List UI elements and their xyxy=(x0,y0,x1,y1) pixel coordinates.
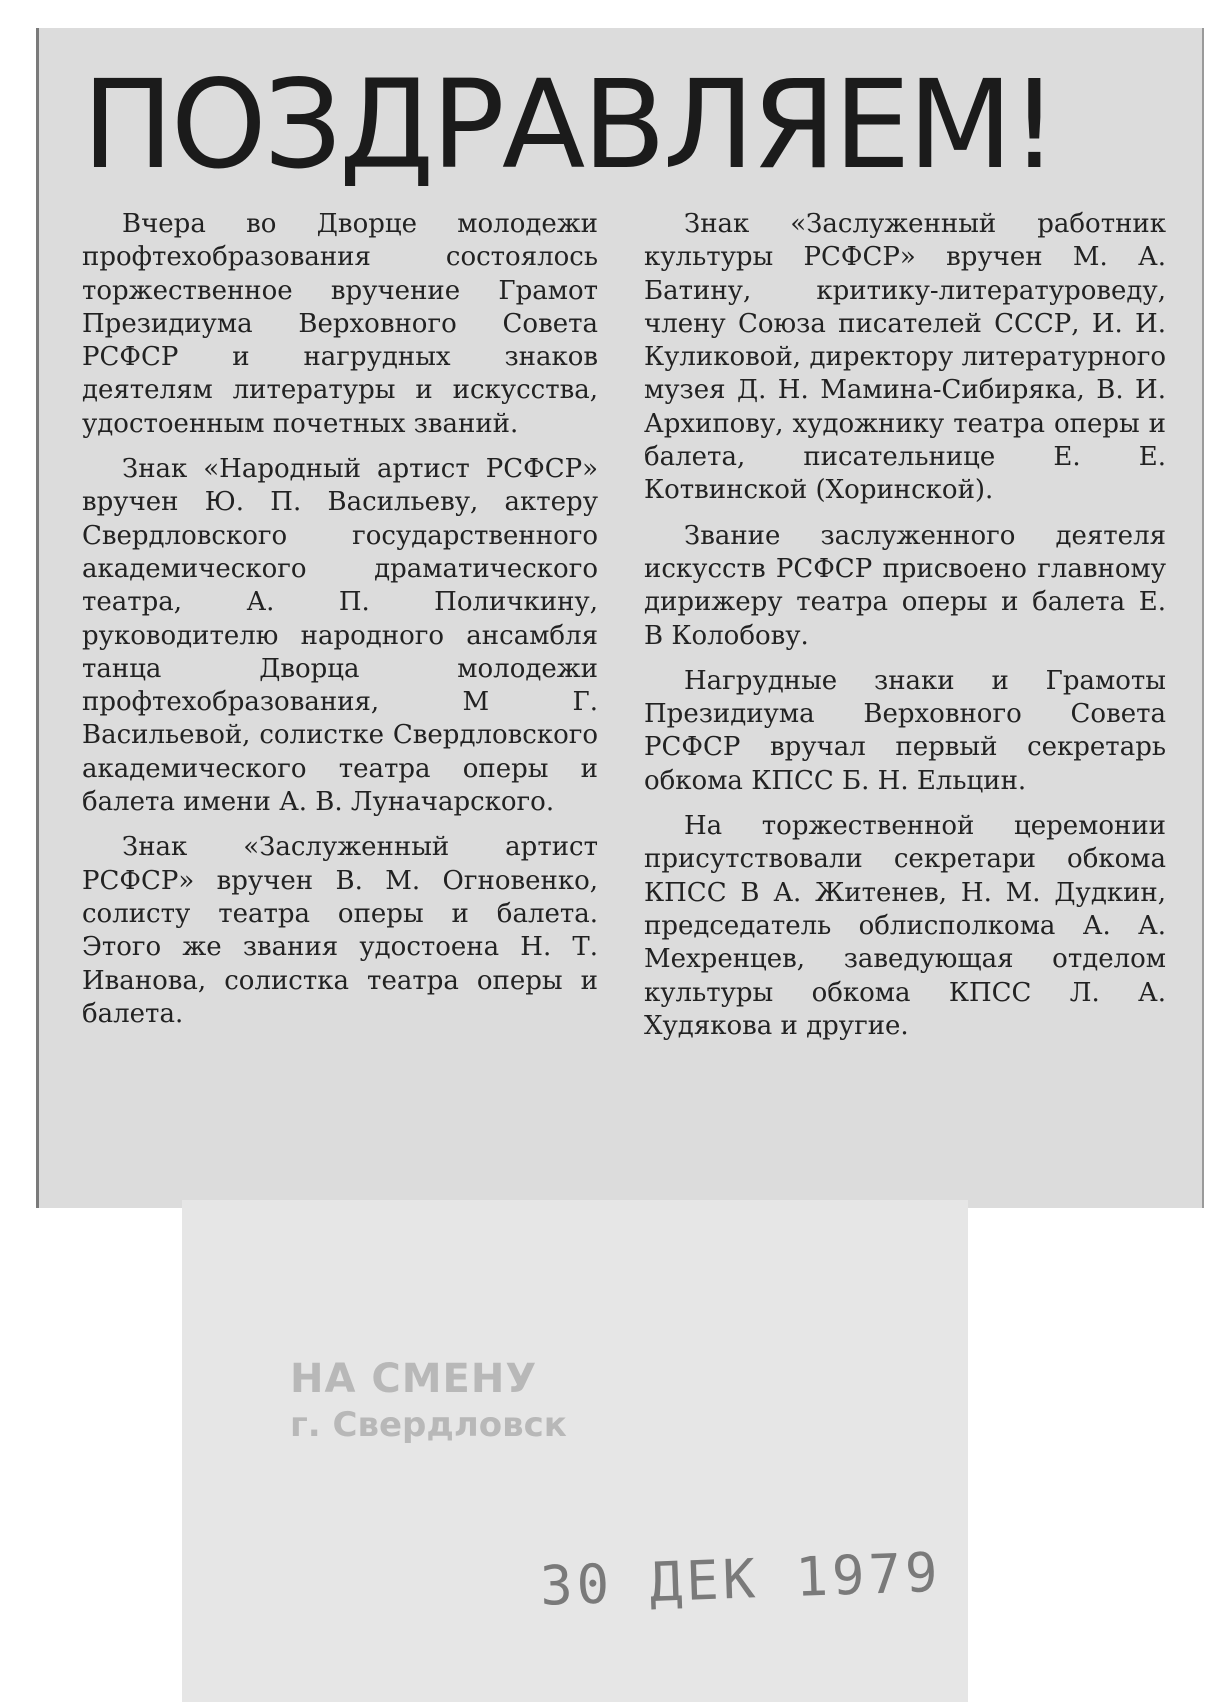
date-stamp: 30 ДЕК 1979 xyxy=(539,1540,943,1618)
paragraph: Знак «Заслуженный артист РСФСР» вручен В. М. Огновенко, солисту театра оперы и балета. Этого же звания удостоена Н. Т. Иванова, солистка театра оперы и балета. xyxy=(82,832,598,1029)
right-column xyxy=(644,208,1166,1055)
paragraph: Вчера во Дворце молодежи профтехобразования состоялось торжественное вручение Грамот Президиума Верховного Совета РСФСР и нагрудных знаков деятелям литературы и искусства, удостоенным почетных званий. xyxy=(82,209,598,439)
left-column xyxy=(82,208,598,1043)
paragraph: Знак «Заслуженный работник культуры РСФСР» вручен М. А. Батину, критику-литературоведу, члену Союза писателей СССР, И. И. Куликовой, директору литературного музея Д. Н. Мамина-Сибиряка, В. И. Архипову, художнику театра оперы и балета, писательнице Е. Е. Котвинской (Хоринской). xyxy=(644,209,1166,506)
paragraph: На торжественной церемонии присутствовали секретари обкома КПСС В А. Житенев, Н. М. Дудкин, председатель облисполкома А. А. Мехренцев, заведующая отделом культуры обкома КПСС Л. А. Худякова и другие. xyxy=(644,811,1166,1041)
paragraph: Звание заслуженного деятеля искусств РСФСР присвоено главному дирижеру театра оперы и балета Е. В Колобову. xyxy=(644,520,1166,651)
headline: ПОЗДРАВЛЯЕМ! xyxy=(82,54,1056,196)
newspaper-stamp xyxy=(290,1355,610,1447)
stamp-city: г. Свердловск xyxy=(290,1405,567,1445)
paragraph: Нагрудные знаки и Грамоты Президиума Верховного Совета РСФСР вручал первый секретарь обкома КПСС Б. Н. Ельцин. xyxy=(644,665,1166,796)
clipping-tail xyxy=(182,1200,968,1702)
paragraph: Знак «Народный артист РСФСР» вручен Ю. П. Васильеву, актеру Свердловского государственного академического драматического театра, А. П. Поличкину, руководителю народного ансамбля танца Дворца молодежи профтехобразования, М Г. Васильевой, солистке Свердловского академического театра оперы и балета имени А. В. Луначарского. xyxy=(82,454,598,818)
stamp-newspaper-name: НА СМЕНУ xyxy=(290,1356,538,1402)
